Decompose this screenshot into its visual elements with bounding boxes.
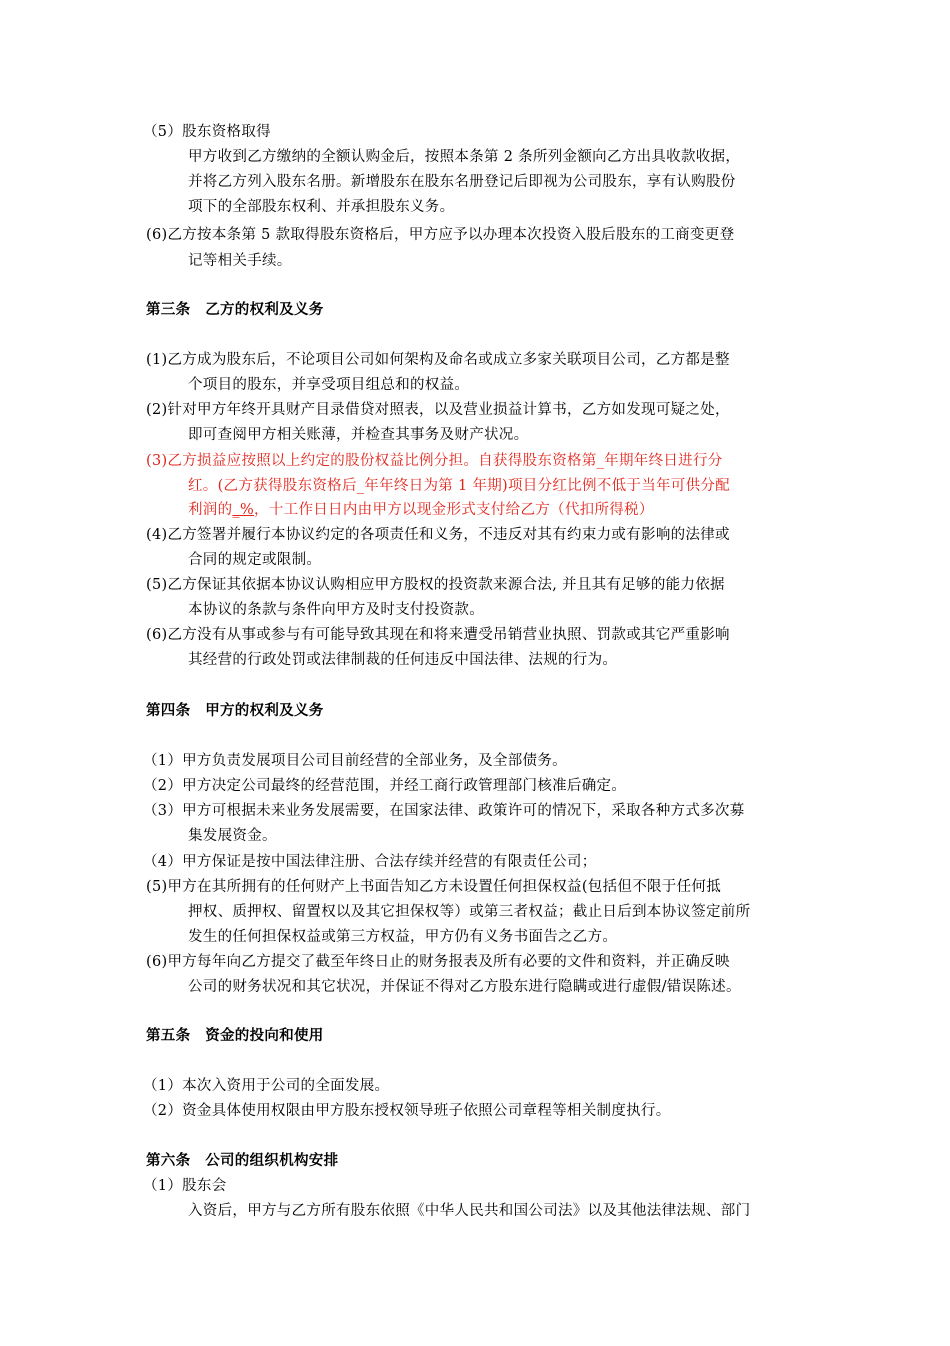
item-5-line-3: 项下的全部股东权利、并承担股东义务。 <box>188 199 455 215</box>
article-3-heading: 第三条 乙方的权利及义务 <box>146 302 324 318</box>
art4-item4: （4）甲方保证是按中国法律注册、合法存续并经营的有限责任公司； <box>143 854 597 870</box>
art3-item3-line3 <box>188 498 654 523</box>
art3-item2-line1: (2)针对甲方年终开具财产目录借贷对照表，以及营业损益计算书，乙方如发现可疑之处， <box>146 402 730 418</box>
item-5-line-1: 甲方收到乙方缴纳的全额认购金后，按照本条第 2 条所列金额向乙方出具收款收据， <box>188 149 741 165</box>
art4-item6-line2: 公司的财务状况和其它状况，并保证不得对乙方股东进行隐瞒或进行虚假/错误陈述。 <box>188 979 741 995</box>
article-4-heading: 第四条 甲方的权利及义务 <box>146 703 324 719</box>
art3-item3-line1: (3)乙方损益应按照以上约定的股份权益比例分担。自获得股东资格第_年期年终日进行分 <box>146 453 723 469</box>
art4-item5-line1: (5)甲方在其所拥有的任何财产上书面告知乙方未设置任何担保权益(包括但不限于任何抵 <box>146 879 721 895</box>
art4-item5-line3: 发生的任何担保权益或第三方权益，甲方仍有义务书面告之乙方。 <box>188 929 618 945</box>
art5-item2: （2）资金具体使用权限由甲方股东授权领导班子依照公司章程等相关制度执行。 <box>143 1103 671 1119</box>
art3-item6-line1: (6)乙方没有从事或参与有可能导致其现在和将来遭受吊销营业执照、罚款或其它严重影响 <box>146 627 730 643</box>
art3-item6-line2: 其经营的行政处罚或法律制裁的任何违反中国法律、法规的行为。 <box>188 652 618 668</box>
art4-item6-line1: (6)甲方每年向乙方提交了截至年终日止的财务报表及所有必要的文件和资料，并正确反映 <box>146 954 730 970</box>
item-5-title: （5）股东资格取得 <box>143 124 271 140</box>
art3-item2-line2: 即可查阅甲方相关账薄，并检查其事务及财产状况。 <box>188 427 529 443</box>
art3-item1-line2: 个项目的股东，并享受项目组总和的权益。 <box>188 377 470 393</box>
item-5-line-2: 并将乙方列入股东名册。新增股东在股东名册登记后即视为公司股东，享有认购股份 <box>188 174 736 190</box>
art6-item1-title: （1）股东会 <box>143 1178 227 1194</box>
art3-item4-line1: (4)乙方签署并履行本协议约定的各项责任和义务，不违反对其有约束力或有影响的法律或 <box>146 527 730 543</box>
art4-item5-line2: 押权、质押权、留置权以及其它担保权等）或第三者权益；截止日后到本协议签定前所 <box>188 904 751 920</box>
art5-item1: （1）本次入资用于公司的全面发展。 <box>143 1078 390 1094</box>
item-6-line-1: (6)乙方按本条第 5 款取得股东资格后，甲方应予以办理本次投资入股后股东的工商变更登 <box>146 227 735 243</box>
art3-item5-line2: 本协议的条款与条件向甲方及时支付投资款。 <box>188 602 484 618</box>
profit-percent-blank: _% <box>232 502 255 518</box>
art4-item3-line1: （3）甲方可根据未来业务发展需要，在国家法律、政策许可的情况下，采取各种方式多次募 <box>143 803 745 819</box>
art3-item3-line3-c: ，十工作日日内由甲方以现金形式支付给乙方（代扣所得税） <box>254 502 654 518</box>
art3-item1-line1: (1)乙方成为股东后，不论项目公司如何架构及命名或成立多家关联项目公司，乙方都是整 <box>146 352 730 368</box>
art3-item3-line3-a: 利润的 <box>188 502 233 518</box>
art4-item1: （1）甲方负责发展项目公司目前经营的全部业务，及全部债务。 <box>143 753 567 769</box>
article-5-heading: 第五条 资金的投向和使用 <box>146 1028 324 1044</box>
art3-item4-line2: 合同的规定或限制。 <box>188 552 322 568</box>
art4-item2: （2）甲方决定公司最终的经营范围，并经工商行政管理部门核准后确定。 <box>143 778 627 794</box>
art6-item1-line1: 入资后，甲方与乙方所有股东依照《中华人民共和国公司法》以及其他法律法规、部门 <box>188 1203 751 1219</box>
art3-item3-line2: 红。(乙方获得股东资格后_年年终日为第 1 年期)项目分红比例不低于当年可供分配 <box>188 478 731 494</box>
art3-item5-line1: (5)乙方保证其依据本协议认购相应甲方股权的投资款来源合法, 并且其有足够的能力依据 <box>146 577 725 593</box>
article-6-heading: 第六条 公司的组织机构安排 <box>146 1153 339 1169</box>
art4-item3-line2: 集发展资金。 <box>188 828 277 844</box>
item-6-line-2: 记等相关手续。 <box>188 253 292 269</box>
